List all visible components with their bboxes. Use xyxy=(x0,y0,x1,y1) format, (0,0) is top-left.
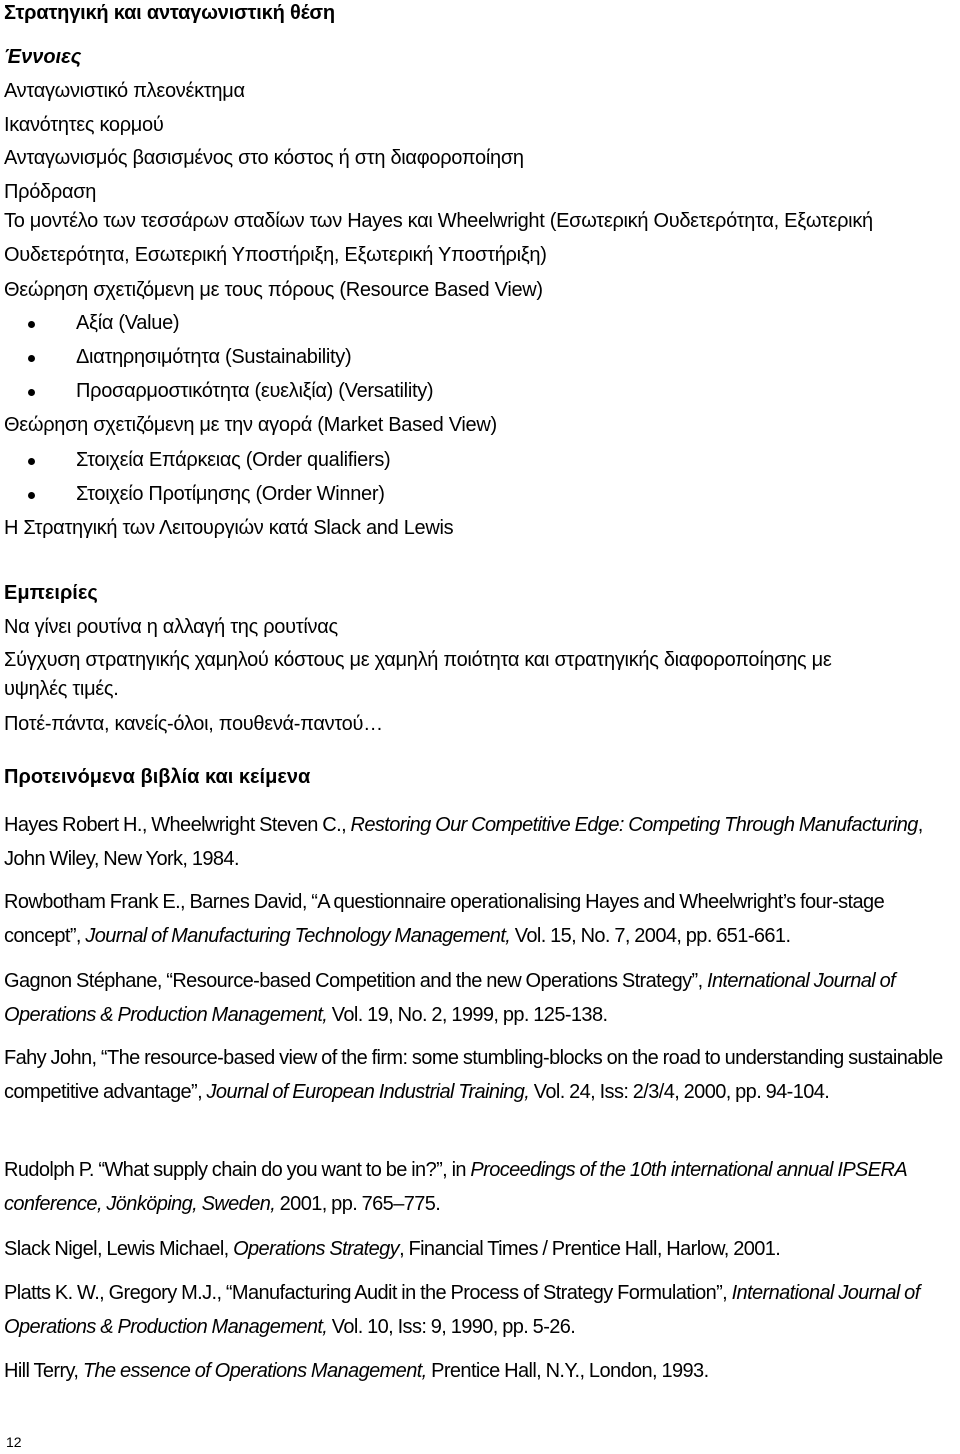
experience-line: Ποτέ-πάντα, κανείς-όλοι, πουθενά-παντού… xyxy=(4,713,383,735)
rbv-bullet-item: Διατηρησιμότητα (Sustainability) xyxy=(76,346,352,368)
mbv-line: Θεώρηση σχετιζόμενη με την αγορά (Market Based View) xyxy=(4,414,497,436)
bullet-icon xyxy=(28,389,35,396)
reference-title: Operations Strategy xyxy=(233,1238,400,1260)
reference-item xyxy=(4,1354,960,1388)
reference-title: International Journal of Operations & Production Management, xyxy=(4,1282,920,1338)
concepts-heading: Έννοιες xyxy=(4,46,82,68)
books-heading: Προτεινόμενα βιβλία και κείμενα xyxy=(4,766,311,788)
reference-title: The essence of Operations Management, xyxy=(82,1360,427,1382)
concept-line: Ανταγωνισμός βασισμένος στο κόστος ή στη διαφοροποίηση xyxy=(4,147,524,169)
rbv-bullet-item: Αξία (Value) xyxy=(76,312,180,334)
reference-title: Proceedings of the 10th international annual IPSERA conference, Jönköping, Sweden, xyxy=(4,1159,907,1215)
bullet-icon xyxy=(28,458,35,465)
reference-item xyxy=(4,1276,960,1344)
reference-item xyxy=(4,1153,960,1221)
concept-line: Πρόδραση xyxy=(4,181,97,203)
reference-details: , Financial Times / Prentice Hall, Harlow, 2001. xyxy=(399,1238,781,1260)
concept-line: Ανταγωνιστικό πλεονέκτημα xyxy=(4,80,245,102)
reference-authors: Fahy John, “The resource-based view of the firm: some stumbling-blocks on the road to understanding sustainable competitive advantage”, xyxy=(4,1047,943,1103)
concept-line: Το μοντέλο των τεσσάρων σταδίων των Hayes και Wheelwright (Εσωτερική Ουδετερότητα, Εξωτερική xyxy=(4,210,873,232)
concept-line: Ικανότητες κορμού xyxy=(4,114,164,136)
reference-details: Vol. 10, Iss: 9, 1990, pp. 5-26. xyxy=(327,1316,576,1338)
experience-line: υψηλές τιμές. xyxy=(4,678,119,700)
reference-authors: Gagnon Stéphane, “Resource-based Competition and the new Operations Strategy”, xyxy=(4,970,707,992)
reference-details: , John Wiley, New York, 1984. xyxy=(4,814,923,870)
reference-authors: Rowbotham Frank E., Barnes David, “A questionnaire operationalising Hayes and Wheelwright’s four-stage concept”, xyxy=(4,891,885,947)
bullet-icon xyxy=(28,321,35,328)
reference-authors: Slack Nigel, Lewis Michael, xyxy=(4,1238,234,1260)
concept-line: Ουδετερότητα, Εσωτερική Υποστήριξη, Εξωτερική Υποστήριξη) xyxy=(4,244,547,266)
reference-item xyxy=(4,885,960,953)
reference-details: 2001, pp. 765–775. xyxy=(275,1193,441,1215)
reference-item xyxy=(4,808,960,876)
reference-item xyxy=(4,964,960,1032)
mbv-bullet-item: Στοιχείο Προτίμησης (Order Winner) xyxy=(76,483,385,505)
reference-authors: Hill Terry, xyxy=(4,1360,83,1382)
rbv-bullet-item: Προσαρμοστικότητα (ευελιξία) (Versatility) xyxy=(76,380,434,402)
page-title: Στρατηγική και ανταγωνιστική θέση xyxy=(4,2,335,24)
experiences-heading: Εμπειρίες xyxy=(4,582,98,604)
reference-details: Vol. 15, No. 7, 2004, pp. 651-661. xyxy=(510,925,791,947)
reference-authors: Hayes Robert H., Wheelwright Steven C., xyxy=(4,814,351,836)
reference-item xyxy=(4,1232,960,1266)
reference-title: Journal of European Industrial Training, xyxy=(206,1081,530,1103)
experience-line: Σύγχυση στρατηγικής χαμηλού κόστους με χαμηλή ποιότητα και στρατηγικής διαφοροποίησης με xyxy=(4,649,832,671)
experience-line: Να γίνει ρουτίνα η αλλαγή της ρουτίνας xyxy=(4,616,338,638)
page-number: 12 xyxy=(6,1434,22,1450)
bullet-icon xyxy=(28,355,35,362)
reference-details: Vol. 24, Iss: 2/3/4, 2000, pp. 94-104. xyxy=(529,1081,830,1103)
concept-line: Θεώρηση σχετιζόμενη με τους πόρους (Resource Based View) xyxy=(4,279,543,301)
bullet-icon xyxy=(28,492,35,499)
reference-title: Restoring Our Competitive Edge: Competing Through Manufacturing xyxy=(350,814,918,836)
reference-item xyxy=(4,1041,960,1109)
mbv-bullet-item: Στοιχεία Επάρκειας (Order qualifiers) xyxy=(76,449,391,471)
reference-details: Vol. 19, No. 2, 1999, pp. 125-138. xyxy=(327,1004,608,1026)
reference-authors: Platts K. W., Gregory M.J., “Manufacturing Audit in the Process of Strategy Formulation”, xyxy=(4,1282,732,1304)
reference-authors: Rudolph P. “What supply chain do you want to be in?”, in xyxy=(4,1159,471,1181)
concept-line: Η Στρατηγική των Λειτουργιών κατά Slack and Lewis xyxy=(4,517,454,539)
reference-title: Journal of Manufacturing Technology Management, xyxy=(85,925,511,947)
reference-title: International Journal of Operations & Production Management, xyxy=(4,970,896,1026)
reference-details: Prentice Hall, N.Y., London, 1993. xyxy=(426,1360,709,1382)
